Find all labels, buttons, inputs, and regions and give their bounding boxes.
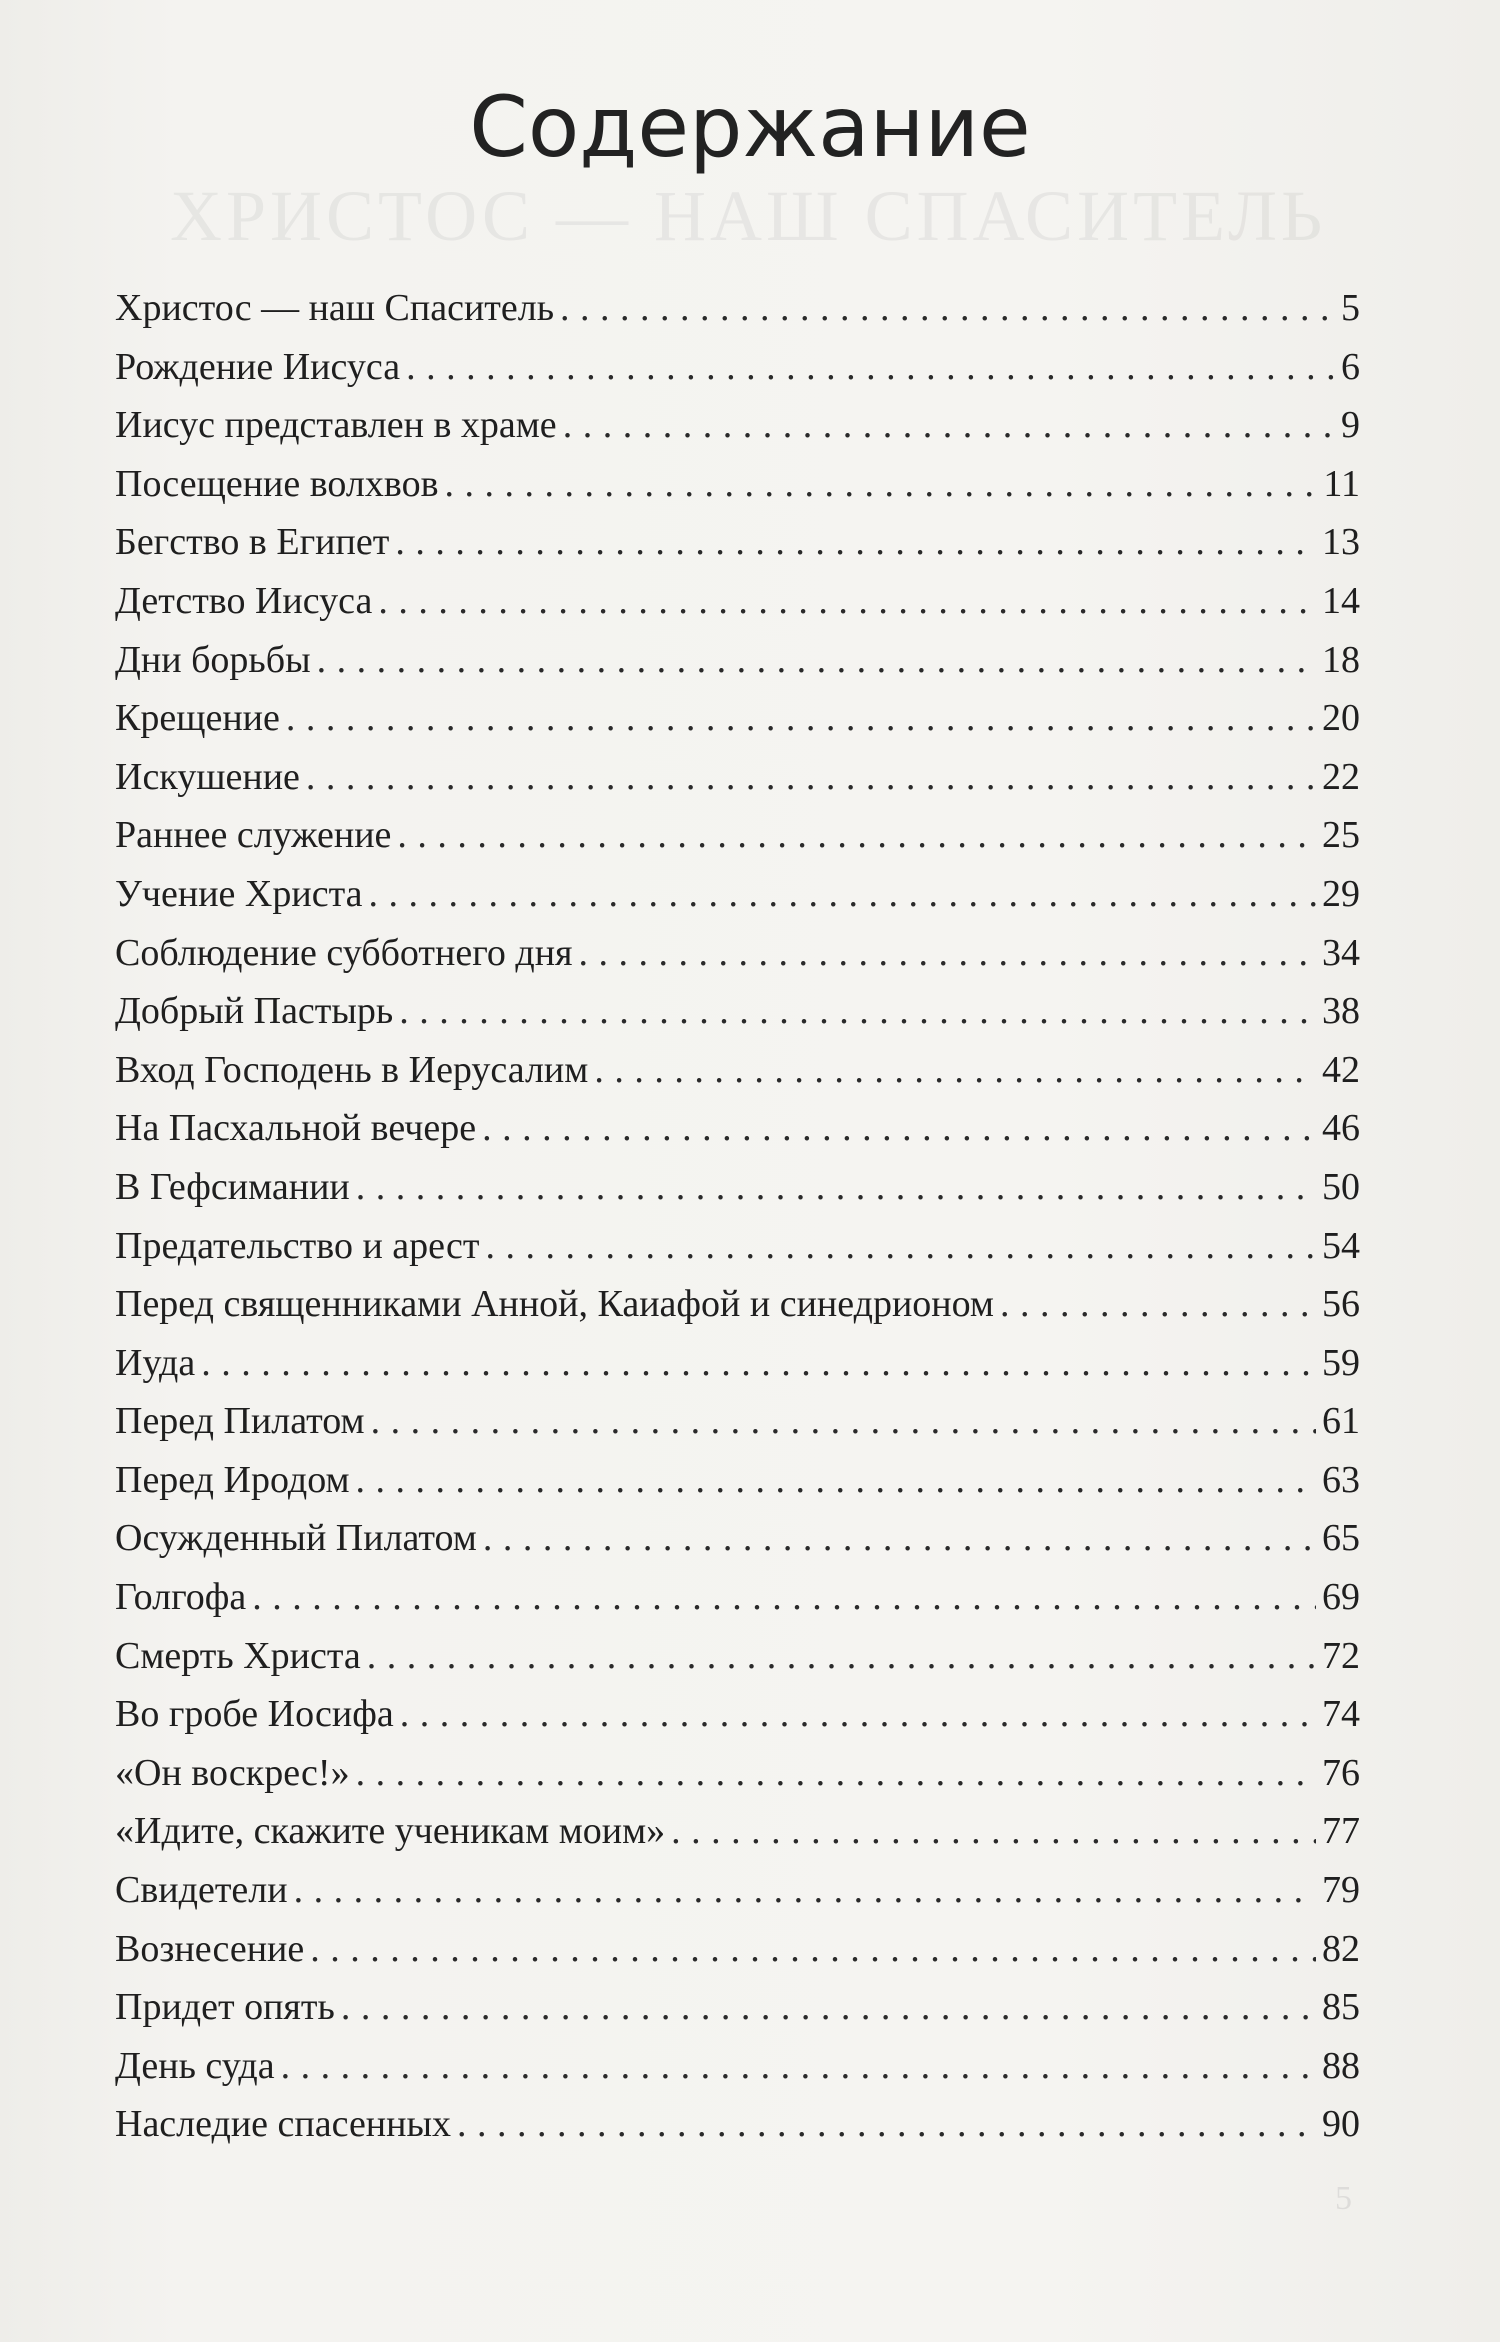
toc-entry [115, 572, 1360, 631]
toc-entry [115, 338, 1360, 397]
toc-leader-dots [395, 513, 1316, 572]
toc-leader-dots [201, 1334, 1316, 1393]
toc-entry [115, 1509, 1360, 1568]
toc-entry-page-number: 88 [1322, 2044, 1360, 2087]
toc-entry-page-number: 74 [1322, 1693, 1360, 1736]
toc-entry-page-number: 22 [1322, 755, 1360, 798]
toc-entry-page-number: 59 [1322, 1341, 1360, 1384]
toc-entry-title: Осужденный Пилатом [115, 1517, 477, 1560]
toc-entry-title: Придет опять [115, 1986, 335, 2029]
toc-entry [115, 748, 1360, 807]
toc-entry-page-number: 63 [1322, 1458, 1360, 1501]
toc-entry-title: Перед священниками Анной, Каиафой и синедрионом [115, 1283, 994, 1326]
toc-entry-title: Добрый Пастырь [115, 990, 394, 1033]
toc-leader-dots [406, 338, 1335, 397]
toc-entry [115, 982, 1360, 1041]
toc-entry-title: Крещение [115, 697, 280, 740]
toc-entry-title: Детство Иисуса [115, 579, 373, 622]
toc-leader-dots [485, 1217, 1316, 1276]
toc-leader-dots [445, 455, 1318, 514]
toc-entry-page-number: 54 [1322, 1224, 1360, 1267]
toc-entry-page-number: 82 [1322, 1927, 1360, 1970]
toc-entry [115, 631, 1360, 690]
toc-entry-page-number: 72 [1322, 1634, 1360, 1677]
toc-entry [115, 1041, 1360, 1100]
toc-entry-page-number: 13 [1322, 521, 1360, 564]
toc-entry [115, 513, 1360, 572]
toc-entry-page-number: 18 [1322, 638, 1360, 681]
toc-entry-title: Соблюдение субботнего дня [115, 931, 573, 974]
toc-entry-page-number: 50 [1322, 1165, 1360, 1208]
toc-entry [115, 689, 1360, 748]
toc-leader-dots [367, 1627, 1316, 1686]
toc-entry-title: Посещение волхвов [115, 462, 439, 505]
toc-entry-title: Учение Христа [115, 872, 363, 915]
toc-leader-dots [341, 1978, 1316, 2037]
toc-leader-dots [356, 1451, 1316, 1510]
toc-entry-page-number: 90 [1322, 2103, 1360, 2146]
toc-entry-title: Христос — наш Спаситель [115, 287, 555, 329]
toc-entry-page-number: 34 [1322, 931, 1360, 974]
toc-entry-page-number: 6 [1341, 345, 1360, 388]
toc-entry-page-number: 29 [1322, 872, 1360, 915]
toc-entry [115, 396, 1360, 455]
toc-leader-dots [306, 748, 1316, 807]
toc-leader-dots [594, 1041, 1316, 1100]
toc-entry-page-number: 85 [1322, 1986, 1360, 2029]
toc-entry-page-number: 56 [1322, 1283, 1360, 1326]
toc-leader-dots [369, 865, 1316, 924]
toc-entry-title: Бегство в Египет [115, 521, 390, 564]
toc-entry [115, 1920, 1360, 1979]
bleed-through-heading: ХРИСТОС — НАШ СПАСИТЕЛЬ [170, 176, 1327, 256]
toc-leader-dots [482, 1099, 1316, 1158]
toc-entry-page-number: 20 [1322, 697, 1360, 740]
toc-entry [115, 279, 1360, 338]
toc-leader-dots [400, 1685, 1316, 1744]
toc-entry [115, 1099, 1360, 1158]
toc-entry-page-number: 76 [1322, 1751, 1360, 1794]
toc-entry [115, 1451, 1360, 1510]
toc-leader-dots [563, 396, 1335, 455]
toc-leader-dots [1000, 1275, 1316, 1334]
toc-entry [115, 1861, 1360, 1920]
toc-leader-dots [356, 1158, 1316, 1217]
toc-leader-dots [310, 1920, 1316, 1979]
toc-entry-page-number: 61 [1322, 1400, 1360, 1443]
toc-leader-dots [252, 1568, 1316, 1627]
toc-entry [115, 1392, 1360, 1451]
toc-entry-title: «Идите, скажите ученикам моим» [115, 1810, 666, 1853]
toc-entry-title: Свидетели [115, 1869, 288, 1912]
toc-leader-dots [579, 924, 1316, 983]
toc-leader-dots [378, 572, 1316, 631]
toc-entry-page-number: 79 [1322, 1869, 1360, 1912]
toc-entry-title: Во гробе Иосифа [115, 1693, 394, 1736]
toc-entry [115, 806, 1360, 865]
toc-entry [115, 1217, 1360, 1276]
toc-entry [115, 1802, 1360, 1861]
toc-entry-title: Дни борьбы [115, 638, 311, 681]
toc-leader-dots [294, 1861, 1316, 1920]
toc-leader-dots [483, 1509, 1316, 1568]
toc-entry-title: В Гефсимании [115, 1165, 350, 1208]
toc-entry-title: Смерть Христа [115, 1634, 361, 1677]
toc-entry-page-number: 77 [1322, 1810, 1360, 1853]
toc-entry-page-number: 11 [1323, 462, 1360, 505]
toc-leader-dots [399, 982, 1316, 1041]
toc-entry-title: «Он воскрес!» [115, 1751, 350, 1794]
toc-leader-dots [671, 1802, 1316, 1861]
toc-entry-page-number: 46 [1322, 1107, 1360, 1150]
toc-entry [115, 1568, 1360, 1627]
toc-entry [115, 2095, 1360, 2154]
toc-entry-page-number: 65 [1322, 1517, 1360, 1560]
page-title: Содержание [469, 78, 1031, 176]
toc-entry-title: Наследие спасенных [115, 2103, 452, 2146]
toc-entry-title: Вход Господень в Иерусалим [115, 1048, 589, 1091]
toc-entry [115, 1744, 1360, 1803]
toc-leader-dots [286, 689, 1316, 748]
toc-entry [115, 455, 1360, 514]
toc-entry-page-number: 69 [1322, 1576, 1360, 1619]
toc-entry-title: Перед Пилатом [115, 1400, 365, 1443]
toc-leader-dots [397, 806, 1316, 865]
toc-entry-title: Иуда [115, 1341, 196, 1384]
toc-entry [115, 1158, 1360, 1217]
toc-leader-dots [371, 1392, 1316, 1451]
toc-entry-title: Искушение [115, 755, 300, 798]
toc-entry-page-number: 38 [1322, 990, 1360, 1033]
toc-entry-page-number: 9 [1341, 404, 1360, 447]
toc-entry [115, 1334, 1360, 1393]
toc-entry-page-number: 42 [1322, 1048, 1360, 1091]
toc-entry-title: Раннее служение [115, 814, 392, 857]
toc-entry-title: Вознесение [115, 1927, 305, 1970]
toc-entry-title: Голгофа [115, 1576, 247, 1619]
toc-entry [115, 924, 1360, 983]
toc-entry-title: Рождение Иисуса [115, 345, 401, 388]
table-of-contents [115, 279, 1360, 2154]
toc-entry [115, 2037, 1360, 2096]
toc-leader-dots [317, 631, 1316, 690]
toc-leader-dots [457, 2095, 1316, 2154]
toc-entry [115, 1978, 1360, 2037]
bleed-through-page-number: 5 [1335, 2180, 1352, 2217]
toc-entry-title: Предательство и арест [115, 1224, 480, 1267]
toc-entry-page-number: 25 [1322, 814, 1360, 857]
toc-entry [115, 865, 1360, 924]
toc-entry [115, 1275, 1360, 1334]
toc-leader-dots [281, 2037, 1316, 2096]
toc-entry-title: Перед Иродом [115, 1458, 350, 1501]
toc-leader-dots [356, 1744, 1316, 1803]
toc-entry [115, 1685, 1360, 1744]
toc-entry-page-number: 5 [1341, 287, 1360, 329]
toc-entry-title: Иисус представлен в храме [115, 404, 557, 447]
toc-entry [115, 1627, 1360, 1686]
toc-entry-title: День суда [115, 2044, 275, 2087]
toc-entry-page-number: 14 [1322, 579, 1360, 622]
toc-leader-dots [560, 279, 1335, 338]
toc-entry-title: На Пасхальной вечере [115, 1107, 477, 1150]
